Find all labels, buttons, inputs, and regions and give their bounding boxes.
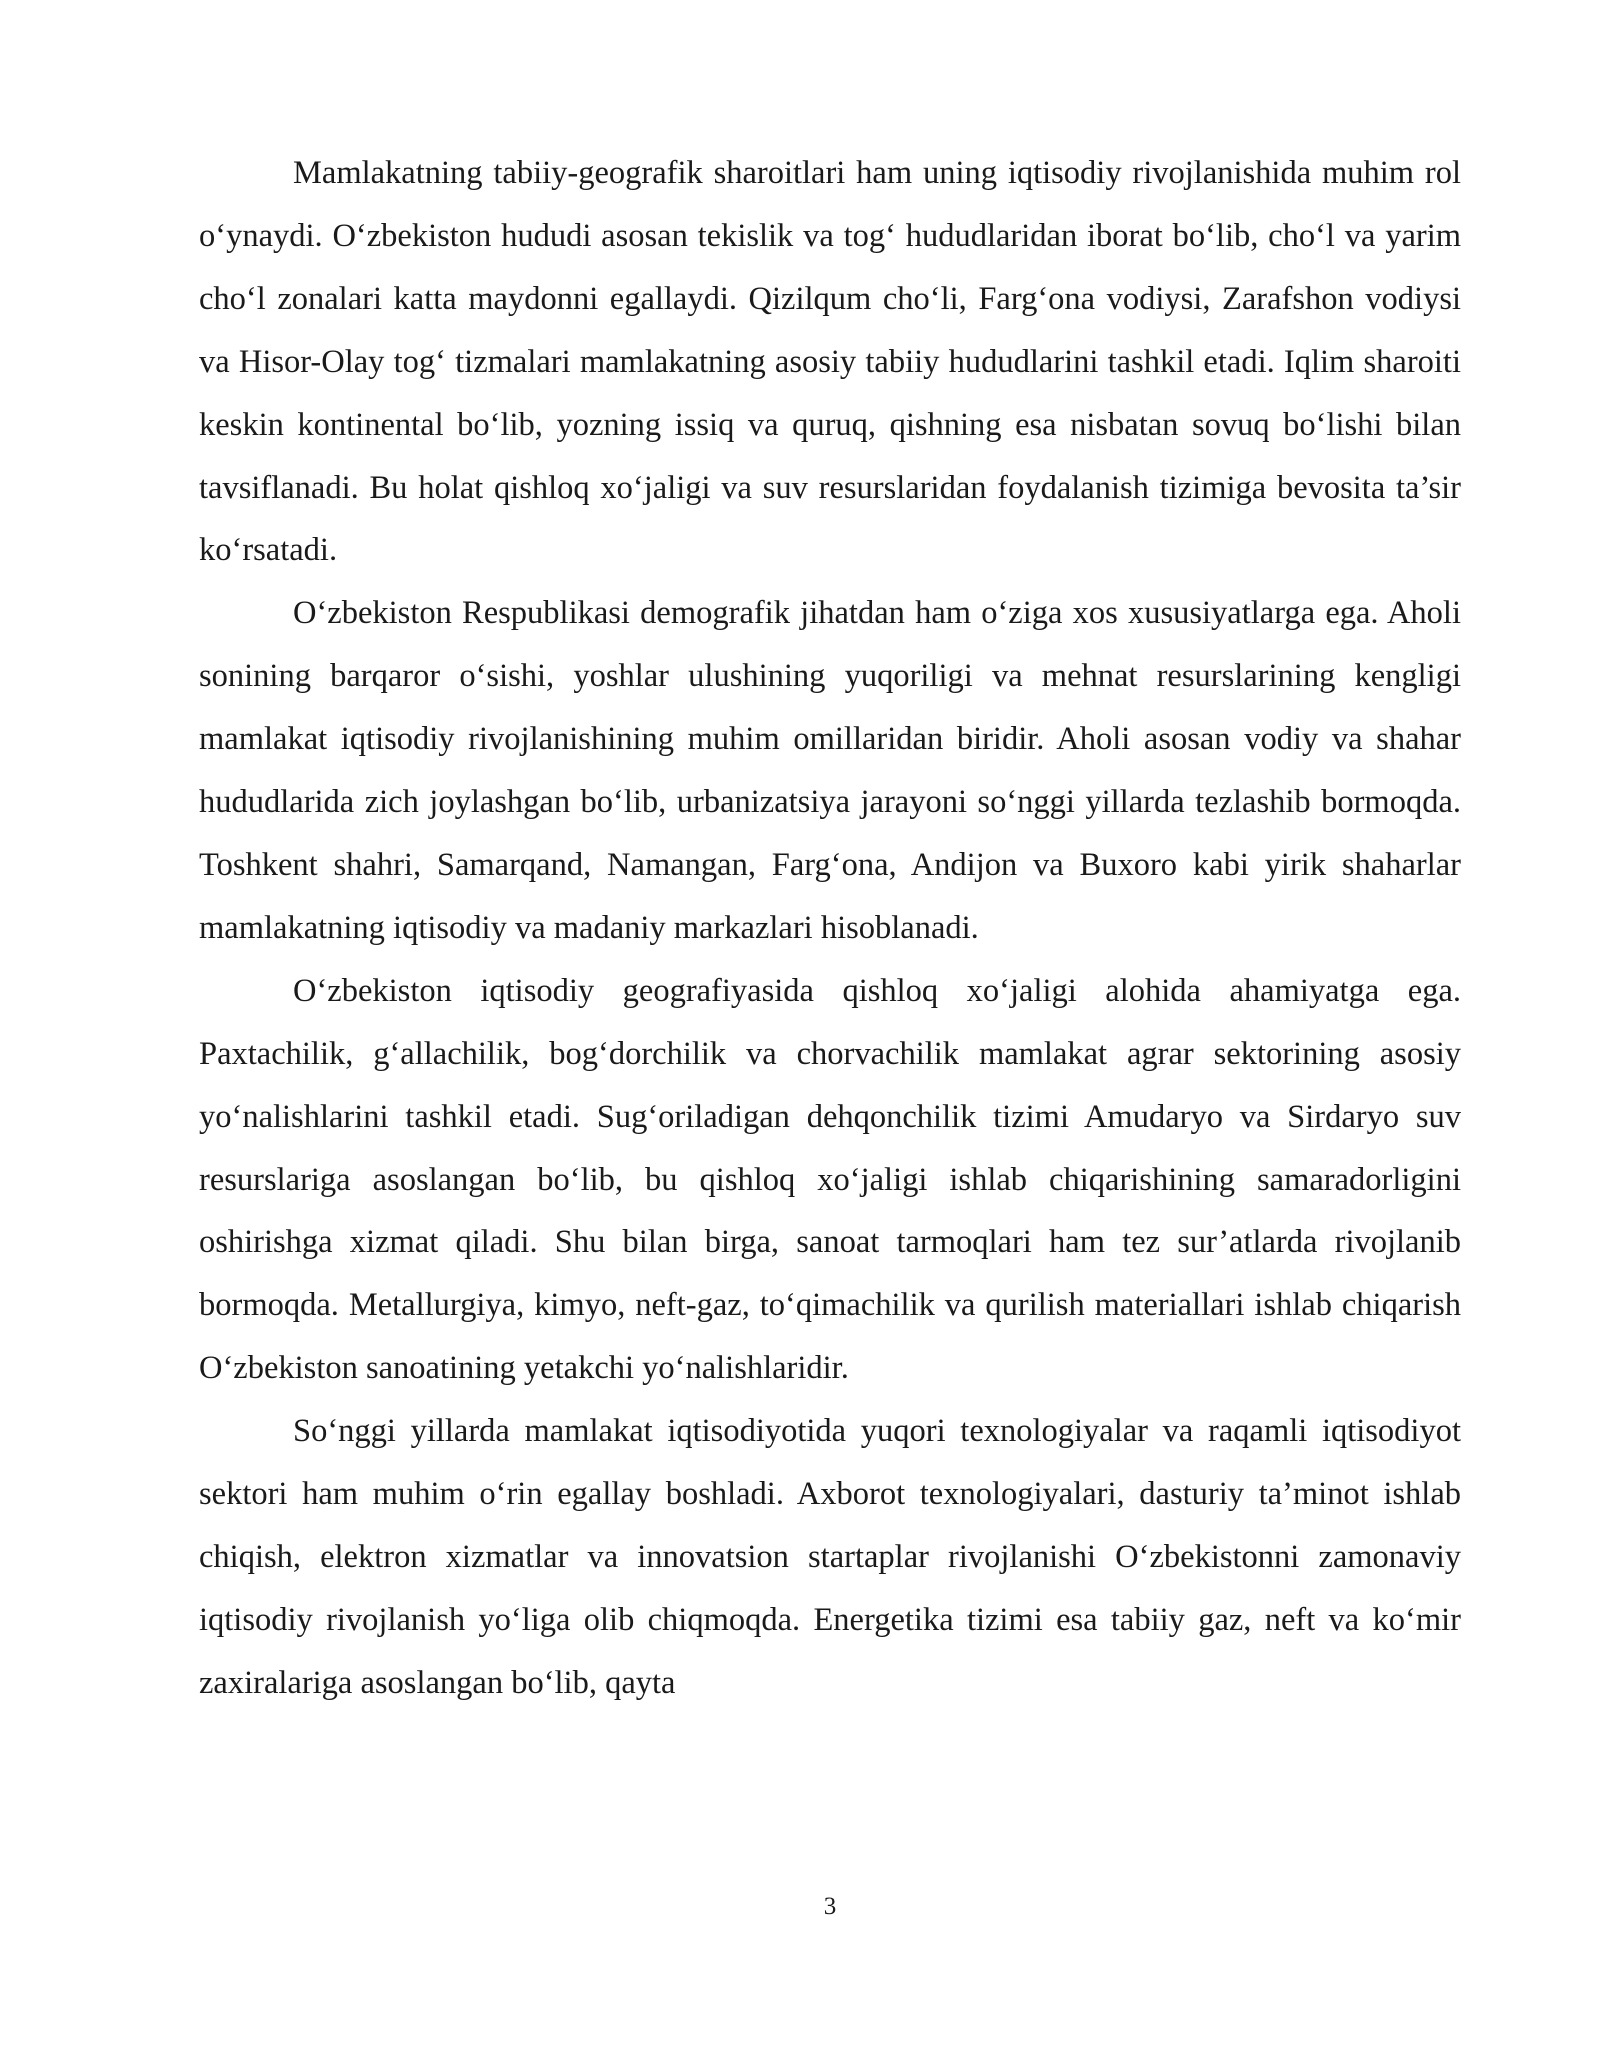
paragraph-natural-geography: Mamlakatning tabiiy-geografik sharoitlari ham uning iqtisodiy rivojlanishida muhim rol o‘ynaydi. O‘zbekiston hududi asosan tekislik va tog‘ hududlaridan iborat bo‘lib, cho‘l va yarim cho‘l zonalari katta maydonni egallaydi. Qizilqum cho‘li, Farg‘ona vodiysi, Zarafshon vodiysi va Hisor-Olay tog‘ tizmalari mamlakatning asosiy tabiiy hududlarini tashkil etadi. Iqlim sharoiti keskin kontinental bo‘lib, yozning issiq va quruq, qishning esa nisbatan sovuq bo‘lishi bilan tavsiflanadi. Bu holat qishloq xo‘jaligi va suv resurslaridan foydalanish tizimiga bevosita ta’sir ko‘rsatadi. [199, 155, 1461, 569]
page-number: 3 [823, 1893, 837, 1920]
paragraph-agriculture-industry: O‘zbekiston iqtisodiy geografiyasida qishloq xo‘jaligi alohida ahamiyatga ega. Paxtachilik, g‘allachilik, bog‘dorchilik va chorvachilik mamlakat agrar sektorining asosiy yo‘nalishlarini tashkil etadi. Sug‘oriladigan dehqonchilik tizimi Amudaryo va Sirdaryo suv resurslariga asoslangan bo‘lib, bu qishloq xo‘jaligi ishlab chiqarishining samaradorligini oshirishga xizmat qiladi. Shu bilan birga, sanoat tarmoqlari ham tez sur’atlarda rivojlanib bormoqda. Metallurgiya, kimyo, neft-gaz, to‘qimachilik va qurilish materiallari ishlab chiqarish O‘zbekiston sanoatining yetakchi yo‘nalishlaridir. [199, 972, 1461, 1387]
paragraph-technology-energy: So‘nggi yillarda mamlakat iqtisodiyotida yuqori texnologiyalar va raqamli iqtisodiyot sektori ham muhim o‘rin egallay boshladi. Axborot texnologiyalari, dasturiy ta’minot ishlab chiqish, elektron xizmatlar va innovatsion startaplar rivojlanishi O‘zbekistonni zamonaviy iqtisodiy rivojlanish yo‘liga olib chiqmoqda. Energetika tizimi esa tabiiy gaz, neft va ko‘mir zaxiralariga asoslangan bo‘lib, qayta [199, 1413, 1461, 1701]
paragraph-demography: O‘zbekiston Respublikasi demografik jihatdan ham o‘ziga xos xususiyatlarga ega. Aholi sonining barqaror o‘sishi, yoshlar ulushining yuqoriligi va mehnat resurslarining kengligi mamlakat iqtisodiy rivojlanishining muhim omillaridan biridir. Aholi asosan vodiy va shahar hududlarida zich joylashgan bo‘lib, urbanizatsiya jarayoni so‘nggi yillarda tezlashib bormoqda. Toshkent shahri, Samarqand, Namangan, Farg‘ona, Andijon va Buxoro kabi yirik shaharlar mamlakatning iqtisodiy va madaniy markazlari hisoblanadi. [199, 595, 1461, 946]
document-body [199, 142, 1461, 1715]
